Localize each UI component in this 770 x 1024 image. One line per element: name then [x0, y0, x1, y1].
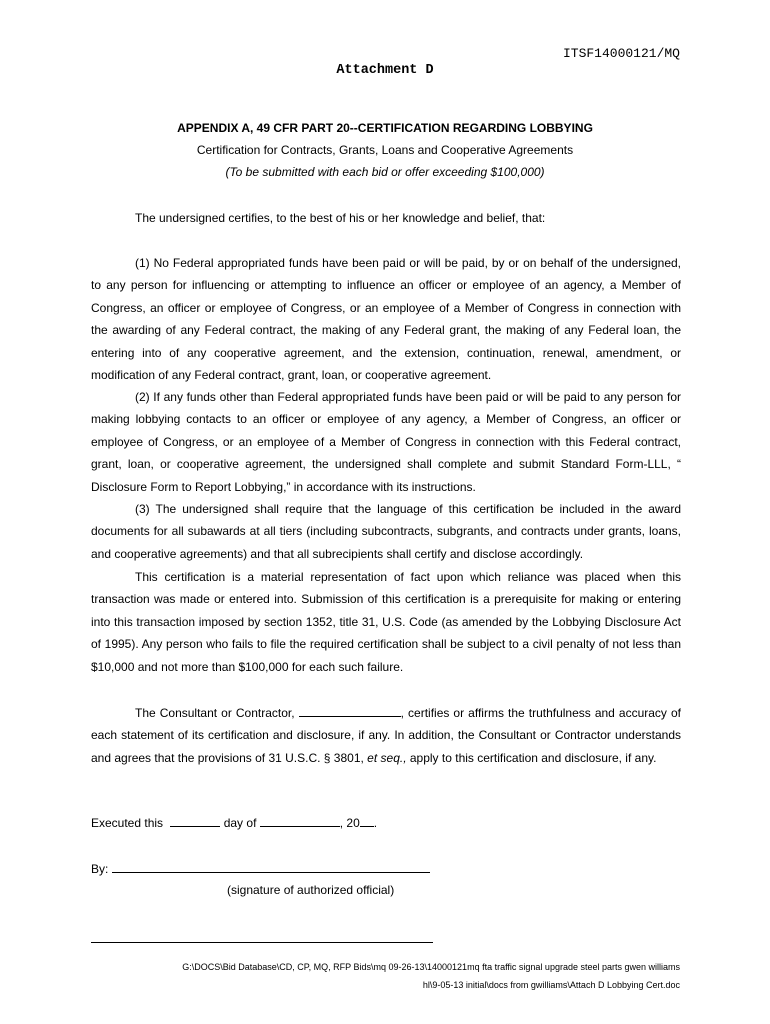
month-blank[interactable] — [260, 815, 340, 827]
executed-label: Executed this — [91, 816, 167, 830]
footer-divider — [91, 942, 433, 943]
by-label: By: — [91, 862, 109, 876]
day-blank[interactable] — [170, 815, 220, 827]
attachment-title: Attachment D — [336, 63, 434, 78]
signature-line — [91, 860, 430, 876]
contractor-paragraph — [91, 702, 681, 769]
footer-path-line-2: hl\9-05-13 initial\docs from gwilliams\Attach D Lobbying Cert.doc — [422, 980, 680, 990]
contractor-name-blank[interactable] — [299, 705, 401, 717]
intro-paragraph: The undersigned certifies, to the best of his or her knowledge and belief, that: — [135, 211, 546, 225]
document-id: ITSF14000121/MQ — [562, 46, 680, 61]
paragraph-2: (2) If any funds other than Federal appropriated funds have been paid or will be paid to any person for making lobbying contacts to an officer or employee of any agency, a Member of Congress, an officer or employee of Congress, or an employee of a Member of Congress in connection with this Federal contract, grant, loan, or cooperative agreement, the undersigned shall complete and submit Standard Form-LLL, “ Disclosure Form to Report Lobbying,” in accordance with its instructions. — [91, 390, 681, 494]
paragraph-4: This certification is a material representation of fact upon which reliance was placed when this transaction was made or entered into. Submission of this certification is a prerequisite for making or entering into this transaction imposed by section 1352, title 31, U.S. Code (as amended by the Lobbying Disclosure Act of 1995). Any person who fails to file the required certification shall be subject to a civil penalty of not less than $10,000 and not more than $100,000 for each such failure. — [91, 570, 681, 674]
submission-note: (To be submitted with each bid or offer exceeding $100,000) — [225, 165, 545, 179]
signature-blank[interactable] — [112, 860, 430, 873]
et-seq-text: et seq., — [367, 750, 407, 765]
contractor-text-c: apply to this certification and disclosure, if any. — [406, 750, 657, 765]
contractor-text-a: The Consultant or Contractor, — [135, 706, 299, 720]
certification-subheading: Certification for Contracts, Grants, Loans and Cooperative Agreements — [196, 143, 574, 157]
contractor-text-b: , certifies or affirms the truthfulness and accuracy of each statement of its certification and disclosure, if any. In addition, the Consultant or Contractor understands and agrees that the provisions of 31 U.S.C. § 3801, — [91, 706, 681, 765]
footer-path-line-1: G:\DOCS\Bid Database\CD, CP, MQ, RFP Bids\mq 09-26-13\14000121mq fta traffic signal upgrade steel parts gwen williams — [182, 962, 680, 972]
appendix-heading: APPENDIX A, 49 CFR PART 20--CERTIFICATION REGARDING LOBBYING — [177, 121, 593, 135]
paragraph-1: (1) No Federal appropriated funds have been paid or will be paid, by or on behalf of the undersigned, to any person for influencing or attempting to influence an officer or employee of an agency, a Member of Congress, an officer or employee of Congress, or an employee of a Member of Congress in connection with the awarding of any Federal contract, the making of any Federal grant, the making of any Federal loan, the entering into of any cooperative agreement, and the extension, continuation, renewal, amendment, or modification of any Federal contract, grant, loan, or cooperative agreement. — [91, 256, 681, 383]
year-blank[interactable] — [360, 815, 374, 827]
executed-line — [91, 815, 377, 830]
day-of-label: day of — [220, 816, 260, 830]
year-prefix: , 20 — [339, 816, 360, 830]
paragraph-3: (3) The undersigned shall require that the language of this certification be included in the award documents for all subawards at all tiers (including subcontracts, subgrants, and contracts under grants, loans, and cooperative agreements) and that all subrecipients shall certify and disclose accordingly. — [91, 502, 681, 561]
executed-period: . — [373, 816, 378, 830]
signature-caption: (signature of authorized official) — [227, 883, 395, 897]
